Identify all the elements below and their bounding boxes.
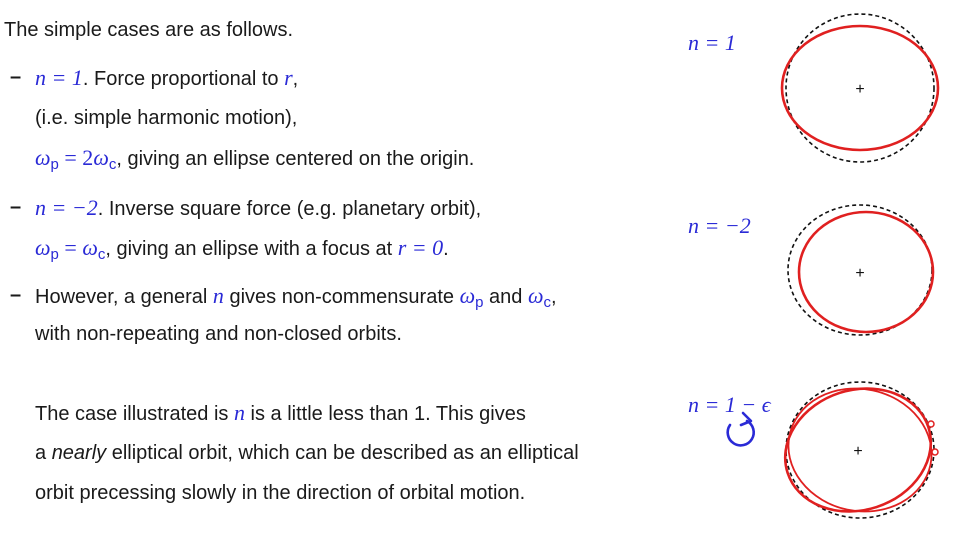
orbit-figure-n1 — [782, 14, 938, 162]
case3-line2: with non-repeating and non-closed orbits. — [35, 323, 402, 345]
case3-comma: , — [550, 286, 557, 308]
case3-and: and — [483, 286, 528, 308]
case1-comma: , — [292, 68, 299, 90]
center-plus: + — [855, 265, 865, 282]
case1-line2: (i.e. simple harmonic motion), — [35, 107, 298, 129]
case2-period: . — [443, 238, 449, 260]
orbit-figure-n1-eps — [769, 370, 947, 530]
center-plus: + — [855, 81, 865, 98]
omega-p: ω — [35, 235, 51, 260]
sub-p: p — [475, 294, 484, 311]
omega-c: ω — [527, 283, 544, 308]
case1-line1-text: . Force proportional to — [82, 68, 285, 90]
sub-c: c — [97, 246, 106, 263]
intro-text: The simple cases are as follows. — [4, 19, 294, 41]
omega-p: ω — [459, 283, 476, 308]
case1-r: r — [284, 65, 293, 90]
para-n: n — [233, 400, 245, 425]
case3-lead: However, a general — [35, 286, 213, 308]
eq-2: = 2 — [58, 145, 94, 170]
orbit-figure-n-2 — [788, 205, 933, 335]
sub-p: p — [50, 156, 59, 173]
omega-p: ω — [35, 145, 51, 170]
omega-c: ω — [82, 235, 98, 260]
para-line3: orbit precessing slowly in the direction of orbital motion. — [35, 482, 526, 504]
para-nearly: nearly — [51, 442, 107, 464]
case2-line2-text: , giving an ellipse with a focus at — [105, 238, 398, 260]
bullet-dash: – — [10, 284, 22, 306]
case2-r-eq: r = 0 — [397, 235, 444, 260]
bullet-dash: – — [10, 196, 22, 218]
case3-n: n — [212, 283, 224, 308]
case3-mid: gives non-commensurate — [223, 286, 460, 308]
sub-c: c — [543, 294, 551, 311]
orbit-marker — [928, 421, 934, 427]
label-text: n = 1 — [688, 30, 736, 55]
omega-c: ω — [93, 145, 109, 170]
case2-n-eq: n = −2 — [35, 195, 98, 220]
eq: = — [58, 235, 83, 260]
counterclockwise-arrow-icon — [728, 413, 754, 445]
orbit-marker — [932, 449, 938, 455]
center-plus: + — [853, 443, 863, 460]
sub-p: p — [50, 246, 59, 263]
para-text: is a little less than 1. This gives — [244, 403, 526, 425]
case1-line3-text: , giving an ellipse centered on the origin. — [116, 148, 475, 170]
label-text: n = 1 − ϵ — [688, 392, 771, 417]
label-text: n = −2 — [688, 213, 751, 238]
para-text: The case illustrated is — [35, 403, 234, 425]
para-text: elliptical orbit, which can be described as an elliptical — [106, 442, 579, 464]
case1-n-eq: n = 1 — [35, 65, 83, 90]
case2-line1-text: . Inverse square force (e.g. planetary orbit), — [97, 198, 482, 220]
bullet-dash: – — [10, 66, 22, 88]
sub-c: c — [108, 156, 117, 173]
orbit-ellipse — [799, 212, 933, 332]
para-text: a — [35, 442, 52, 464]
